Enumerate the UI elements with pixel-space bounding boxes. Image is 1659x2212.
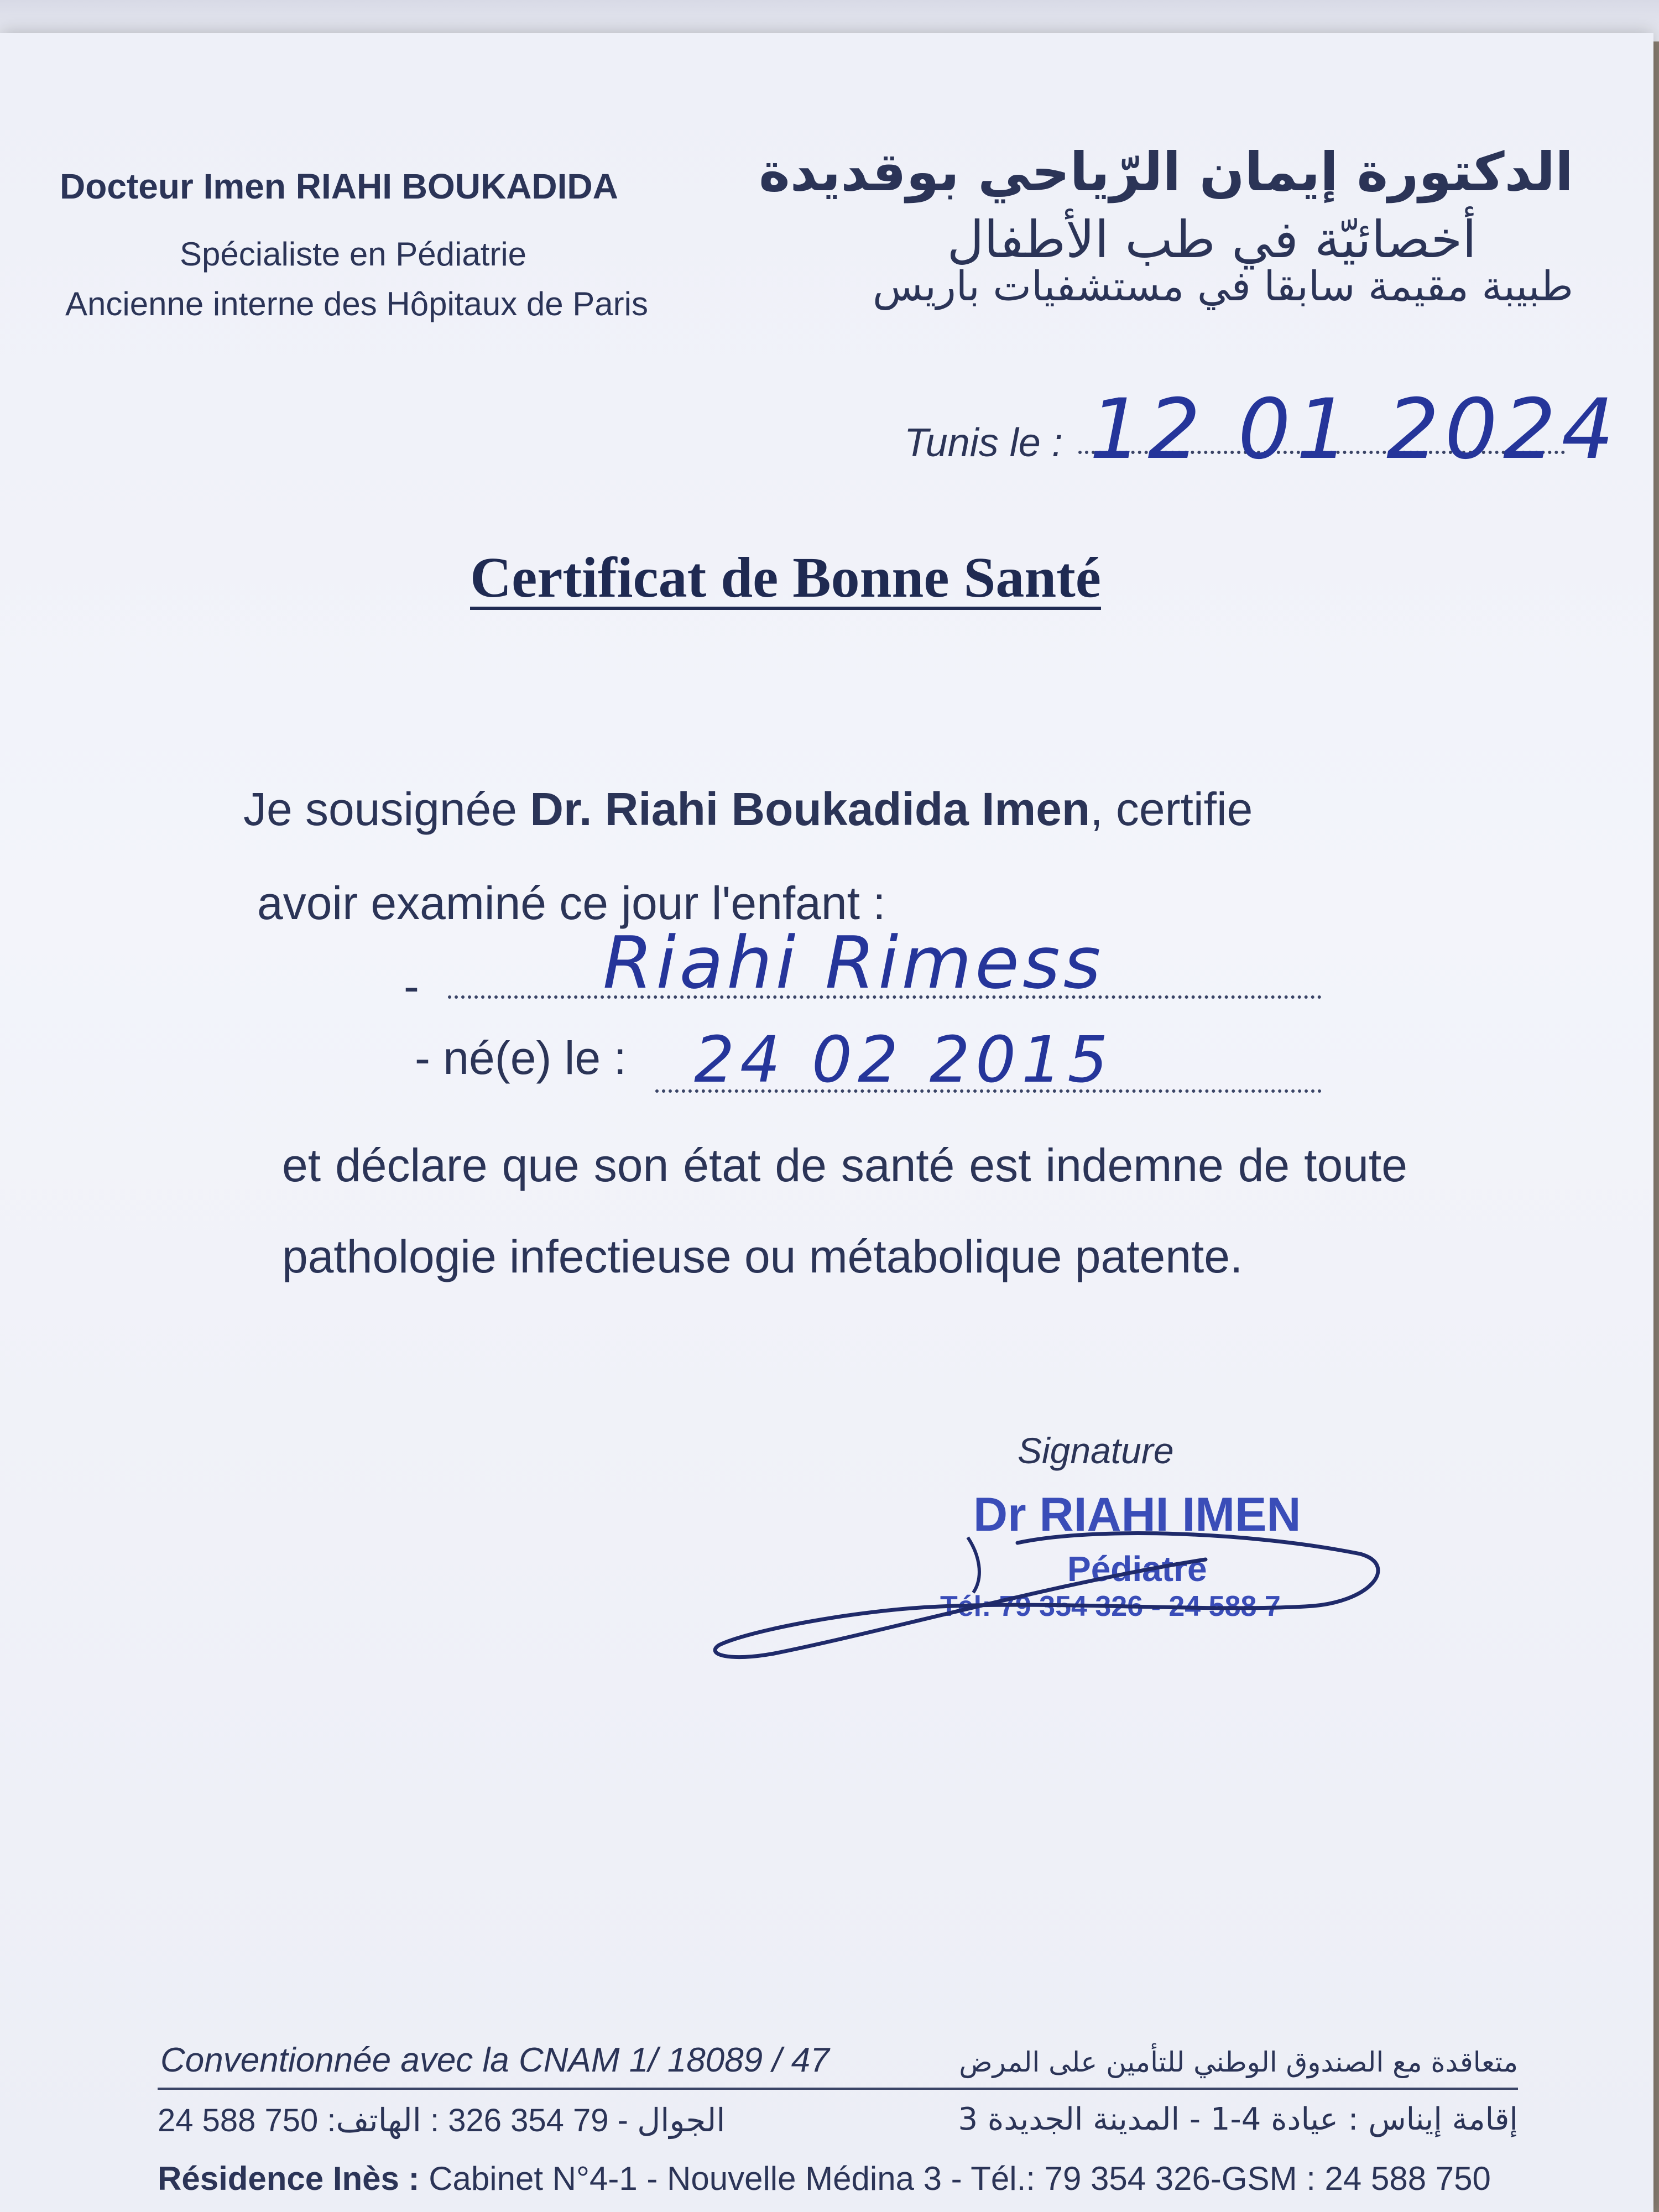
doctor-former-french: Ancienne interne des Hôpitaux de Paris — [65, 285, 648, 322]
statement-doctor-name: Dr. Riahi Boukadida Imen — [530, 783, 1091, 835]
footer-address-arabic: إقامة إيناس : عيادة 4-1 - المدينة الجديدة 3 — [958, 2101, 1518, 2137]
footer-cnam-french: Conventionnée avec la CNAM 1/ 18089 / 47 — [160, 2041, 830, 2079]
birth-date-label: - né(e) le : — [415, 1032, 627, 1084]
doctor-specialty-arabic: أخصائيّة في طب الأطفال — [947, 210, 1477, 269]
health-declaration: et déclare que son état de santé est indemne de toute pathologie infectieuse ou métabolique patente. — [282, 1139, 1407, 1282]
certificate-date: 12 01 2024 — [1089, 382, 1620, 478]
footer-phones: 24 588 750 :الجوال - 79 354 326 : الهاتف — [158, 2103, 726, 2138]
doctor-former-arabic: طبيبة مقيمة سابقا في مستشفيات باريس — [873, 263, 1573, 310]
doctor-specialty-french: Spécialiste en Pédiatrie — [180, 236, 527, 273]
footer-address-french — [158, 2159, 1491, 2198]
statement-suffix: , certifie — [1090, 783, 1253, 835]
statement-prefix: Je sousignée — [243, 783, 530, 835]
stamp-doctor-name: Dr RIAHI IMEN — [973, 1488, 1301, 1541]
doctor-name-french: Docteur Imen RIAHI BOUKADIDA — [60, 166, 618, 206]
child-name: Riahi Rimess — [603, 921, 1104, 1005]
handwritten-signature — [708, 1493, 1394, 1670]
footer-residence-label: Résidence Inès : — [158, 2160, 420, 2197]
birth-date: 24 02 2015 — [694, 1023, 1114, 1097]
signature-label: Signature — [1018, 1430, 1174, 1471]
stamp-phone: Tél: 79 354 326 - 24 588 7 — [940, 1590, 1281, 1623]
footer-cnam-arabic: متعاقدة مع الصندوق الوطني للتأمين على المرض — [959, 2046, 1518, 2078]
footer-divider — [158, 2088, 1518, 2090]
child-name-dash: - — [404, 960, 419, 1012]
stamp-specialty: Pédiatre — [1067, 1549, 1207, 1589]
certification-statement — [243, 782, 1253, 836]
date-label: Tunis le : — [904, 421, 1063, 465]
doctor-name-arabic: الدكتورة إيمان الرّياحي بوقديدة — [759, 141, 1573, 203]
examined-child-line: avoir examiné ce jour l'enfant : — [257, 877, 886, 929]
certificate-title: Certificat de Bonne Santé — [470, 546, 1101, 609]
footer-address-details: Cabinet N°4-1 - Nouvelle Médina 3 - Tél.: 79 354 326-GSM : 24 588 750 — [419, 2160, 1491, 2197]
